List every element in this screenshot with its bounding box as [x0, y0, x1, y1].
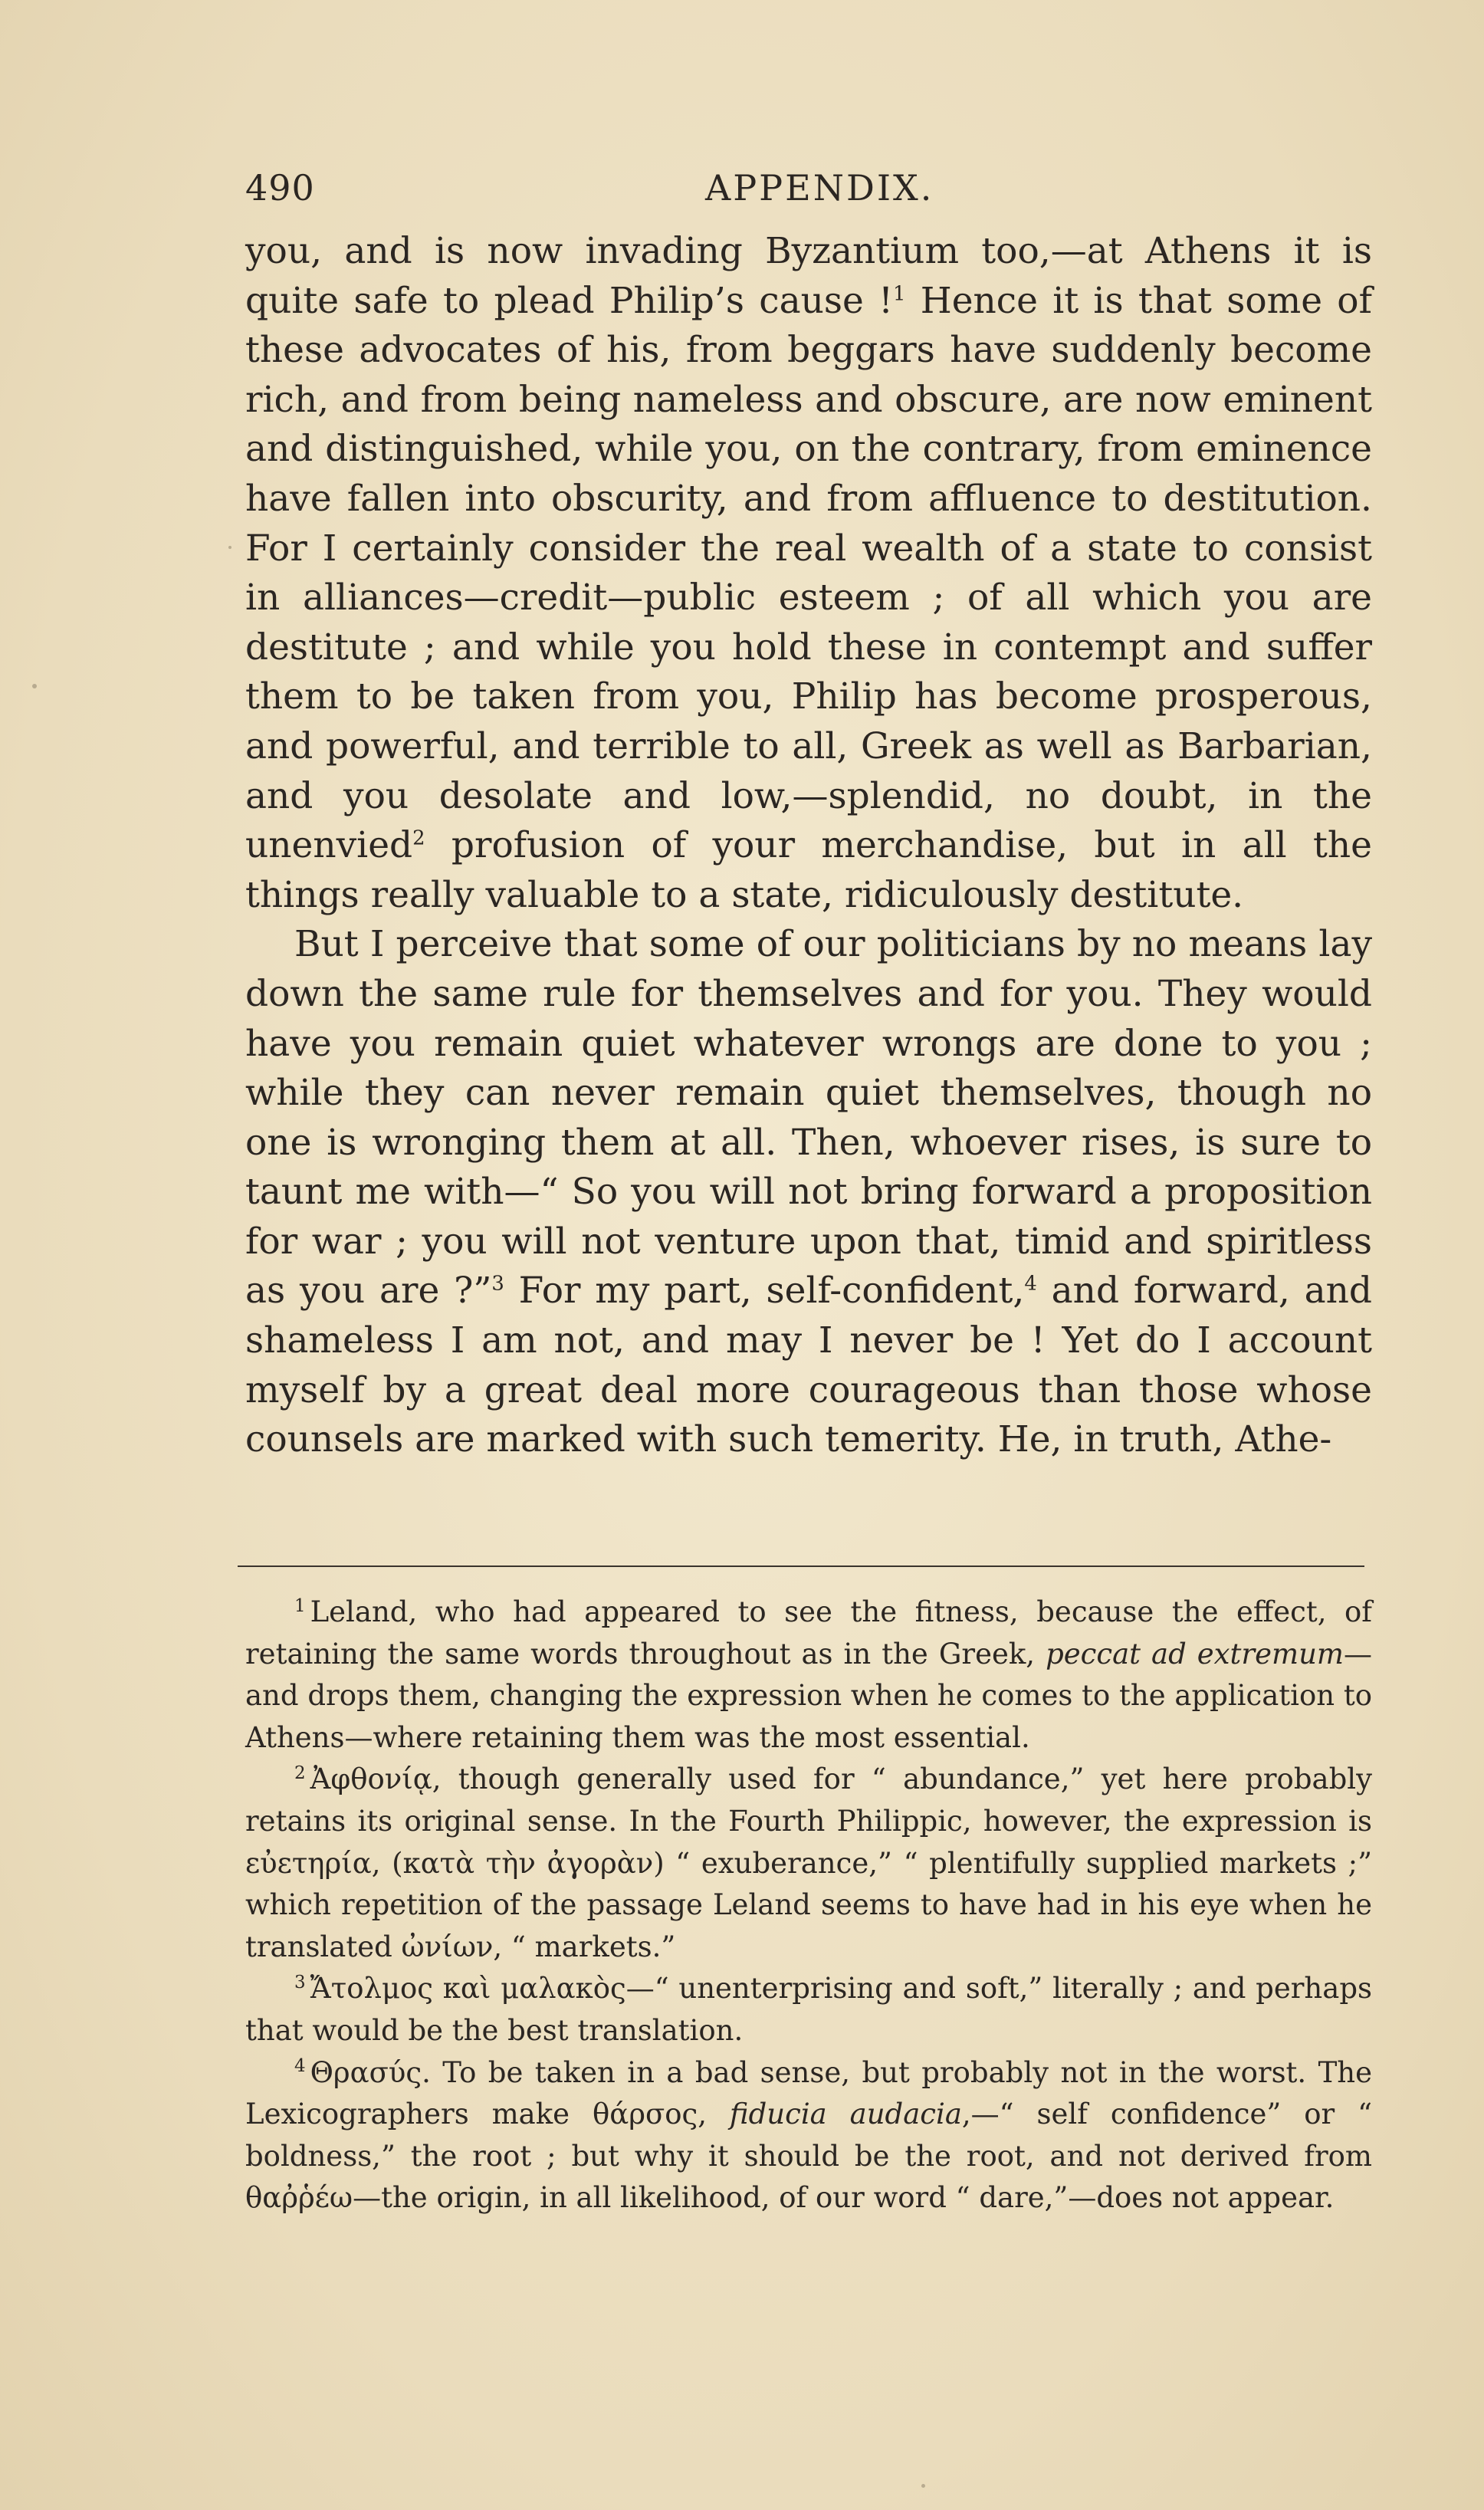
- footnote-1: [245, 1592, 1372, 1759]
- paragraph-2: [245, 920, 1372, 1465]
- paragraph-1: [245, 227, 1372, 920]
- footnote-ref-4: 4: [1024, 1272, 1037, 1296]
- paper-speck: [228, 546, 231, 549]
- footnote-text: Θρασύς. To be taken in a bad sense, but probably not in the worst. The Lexicographers make θάρσος,: [245, 2055, 1372, 2131]
- footnote-divider: [238, 1565, 1364, 1567]
- text-run: For my part, self-confident,: [504, 1270, 1025, 1312]
- footnote-marker: 4: [294, 2056, 306, 2077]
- footnote-text: —and drops them, changing the expression when he comes to the application to Athens—where retaining them was the most essential.: [245, 1637, 1372, 1754]
- page-number: 490: [245, 167, 315, 209]
- footnote-italic: fiducia audacia: [729, 2098, 962, 2131]
- footnote-italic: peccat ad extremum: [1046, 1637, 1344, 1671]
- page-header: [245, 167, 1372, 221]
- footnote-text: Leland, who had appeared to see the fitness, because the effect, of retaining the same words throughout as in the Greek,: [245, 1595, 1372, 1671]
- footnote-2: [245, 1759, 1372, 1968]
- text-run: and forward, and shameless I am not, and may I never be ! Yet do I account myself by a great deal more courageous than those whose counsels are marked with such temerity. He, in truth, Athe-: [245, 1270, 1373, 1461]
- footnote-marker: 3: [294, 1973, 306, 1993]
- paper-speck: [32, 684, 37, 688]
- text-run: But I perceive that some of our politicians by no means lay down the same rule for themselves and for you. They would have you remain quiet whatever wrongs are done to you ; while they can never remain quiet themselves, though no one is wronging them at all. Then, whoever rises, is sure to taunt me with—“ So you will not bring forward a proposition for war ; you will not venture upon that, timid and spiritless as you are ?”: [245, 923, 1372, 1312]
- paper-speck: [921, 2484, 925, 2488]
- footnote-text: Ἄτολμος καὶ μαλακὸς—“ unenterprising and soft,” literally ; and perhaps that would be the best translation.: [245, 1972, 1372, 2047]
- footnotes: [245, 1592, 1372, 2219]
- footnote-ref-3: 3: [491, 1272, 504, 1296]
- running-head: APPENDIX.: [705, 167, 934, 209]
- footnote-text: Ἀφθονίᾳ, though generally used for “ abundance,” yet here probably retains its original sense. In the Fourth Philippic, however, the expression is εὐετηρία, (κατὰ τὴν ἀγορὰν) “ exuberance,” “ plentifully supplied markets ;” which repetition of the passage Leland seems to have had in his eye when he translated ὠνίων, “ markets.”: [245, 1763, 1372, 1963]
- footnote-3: [245, 1968, 1372, 2052]
- text-run: Hence it is that some of these advocates of his, from beggars have suddenly become rich, and from being nameless and obscure, are now eminent and distinguished, while you, on the contrary, from eminence have fallen into obscurity, and from affluence to destitution. For I certainly consider the real wealth of a state to consist in alliances—credit—public esteem ; of all which you are destitute ; and while you hold these in contempt and suffer them to be taken from you, Philip has become prosperous, and powerful, and terrible to all, Greek as well as Barbarian, and you desolate and low,—splendid, no doubt, in the unenvied: [245, 279, 1372, 867]
- footnote-4: [245, 2052, 1372, 2219]
- footnote-marker: 2: [294, 1763, 306, 1784]
- text-run: profusion of your merchandise, but in all the things really valuable to a state, ridiculously destitute.: [245, 824, 1372, 916]
- footnote-ref-2: 2: [412, 826, 425, 850]
- text-run: you, and is now invading Byzantium too,—at Athens it is quite safe to plead Philip’s cause !: [245, 230, 1372, 322]
- body-text: [245, 227, 1372, 1465]
- footnote-ref-1: 1: [892, 281, 906, 305]
- footnote-marker: 1: [294, 1595, 306, 1616]
- footnote-text: ,—“ self confidence” or “ boldness,” the root ; but why it should be the root, and not derived from θαῤῥέω—the origin, in all likelihood, of our word “ dare,”—does not appear.: [245, 2098, 1372, 2215]
